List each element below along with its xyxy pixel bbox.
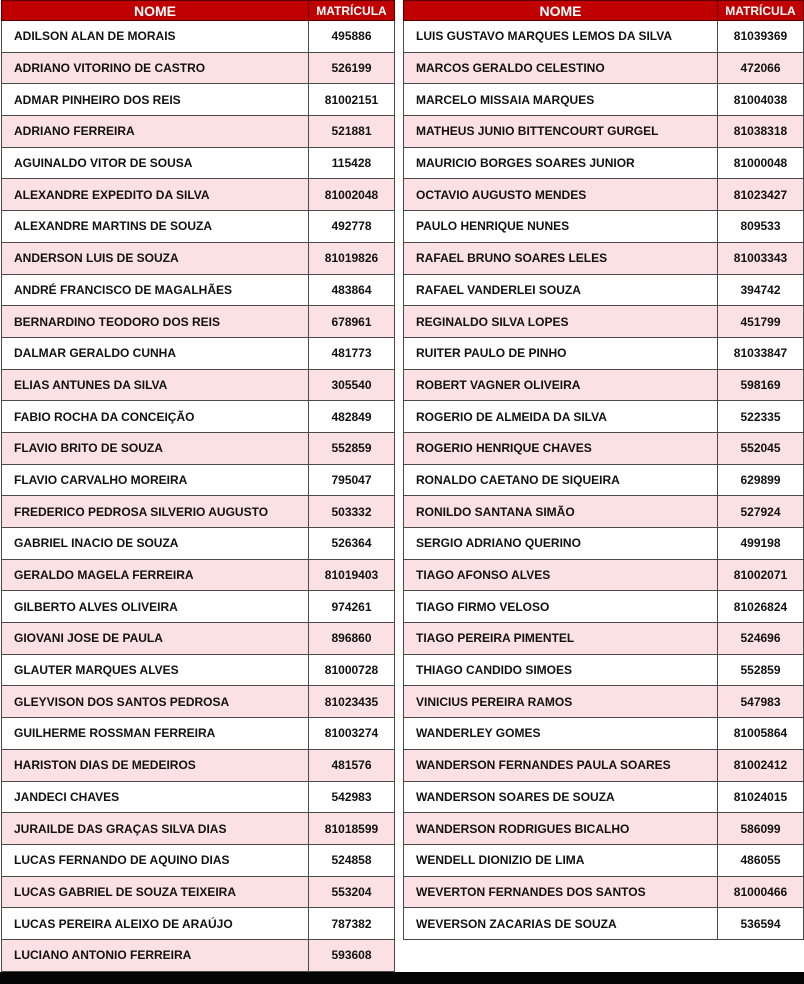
left-name-table xyxy=(1,0,395,972)
employee-name: HARISTON DIAS DE MEDEIROS xyxy=(2,749,309,781)
employee-matricula: 81018599 xyxy=(309,813,395,845)
employee-name: MARCOS GERALDO CELESTINO xyxy=(404,52,718,84)
employee-name: RONILDO SANTANA SIMÃO xyxy=(404,496,718,528)
table-row xyxy=(404,147,804,179)
table-row xyxy=(404,116,804,148)
employee-matricula: 472066 xyxy=(718,52,804,84)
employee-matricula: 552859 xyxy=(718,654,804,686)
employee-matricula: 586099 xyxy=(718,813,804,845)
right-table-body xyxy=(404,21,804,940)
employee-matricula: 115428 xyxy=(309,147,395,179)
right-header-matricula: MATRÍCULA xyxy=(718,1,804,21)
table-row xyxy=(404,337,804,369)
table-row xyxy=(2,528,395,560)
employee-matricula: 524696 xyxy=(718,623,804,655)
employee-matricula: 81004038 xyxy=(718,84,804,116)
employee-name: GUILHERME ROSSMAN FERREIRA xyxy=(2,718,309,750)
employee-matricula: 593608 xyxy=(309,939,395,971)
employee-matricula: 482849 xyxy=(309,401,395,433)
employee-name: ADRIANO VITORINO DE CASTRO xyxy=(2,52,309,84)
employee-name: ADRIANO FERREIRA xyxy=(2,116,309,148)
employee-matricula: 81019403 xyxy=(309,559,395,591)
table-row xyxy=(404,908,804,940)
employee-name: RAFAEL VANDERLEI SOUZA xyxy=(404,274,718,306)
employee-matricula: 81033847 xyxy=(718,337,804,369)
table-row xyxy=(404,432,804,464)
employee-matricula: 81039369 xyxy=(718,21,804,53)
employee-name: GERALDO MAGELA FERREIRA xyxy=(2,559,309,591)
employee-name: WANDERSON RODRIGUES BICALHO xyxy=(404,813,718,845)
employee-matricula: 81002071 xyxy=(718,559,804,591)
employee-matricula: 81005864 xyxy=(718,718,804,750)
employee-matricula: 481576 xyxy=(309,749,395,781)
employee-matricula: 81000466 xyxy=(718,876,804,908)
employee-name: PAULO HENRIQUE NUNES xyxy=(404,211,718,243)
right-header-row xyxy=(404,1,804,21)
bottom-black-bar xyxy=(0,972,804,984)
table-row xyxy=(404,242,804,274)
employee-matricula: 795047 xyxy=(309,464,395,496)
employee-matricula: 974261 xyxy=(309,591,395,623)
employee-name: DALMAR GERALDO CUNHA xyxy=(2,337,309,369)
employee-name: RONALDO CAETANO DE SIQUEIRA xyxy=(404,464,718,496)
employee-name: LUCAS GABRIEL DE SOUZA TEIXEIRA xyxy=(2,876,309,908)
employee-name: THIAGO CANDIDO SIMOES xyxy=(404,654,718,686)
table-row xyxy=(2,337,395,369)
employee-matricula: 81023427 xyxy=(718,179,804,211)
table-row xyxy=(404,623,804,655)
employee-name: ADMAR PINHEIRO DOS REIS xyxy=(2,84,309,116)
employee-name: RAFAEL BRUNO SOARES LELES xyxy=(404,242,718,274)
employee-matricula: 524858 xyxy=(309,844,395,876)
employee-name: GLEYVISON DOS SANTOS PEDROSA xyxy=(2,686,309,718)
employee-matricula: 527924 xyxy=(718,496,804,528)
employee-matricula: 629899 xyxy=(718,464,804,496)
left-header-row xyxy=(2,1,395,21)
table-row xyxy=(404,528,804,560)
employee-matricula: 81002412 xyxy=(718,749,804,781)
employee-matricula: 81024015 xyxy=(718,781,804,813)
table-row xyxy=(2,21,395,53)
table-row xyxy=(2,749,395,781)
table-row xyxy=(2,496,395,528)
table-row xyxy=(2,52,395,84)
employee-name: RUITER PAULO DE PINHO xyxy=(404,337,718,369)
table-row xyxy=(2,116,395,148)
table-row xyxy=(2,623,395,655)
employee-matricula: 526364 xyxy=(309,528,395,560)
employee-matricula: 481773 xyxy=(309,337,395,369)
employee-name: WENDELL DIONIZIO DE LIMA xyxy=(404,844,718,876)
table-row xyxy=(404,274,804,306)
employee-name: MATHEUS JUNIO BITTENCOURT GURGEL xyxy=(404,116,718,148)
table-row xyxy=(404,654,804,686)
employee-name: TIAGO FIRMO VELOSO xyxy=(404,591,718,623)
employee-matricula: 499198 xyxy=(718,528,804,560)
employee-name: FLAVIO CARVALHO MOREIRA xyxy=(2,464,309,496)
employee-name: JURAILDE DAS GRAÇAS SILVA DIAS xyxy=(2,813,309,845)
employee-matricula: 81003274 xyxy=(309,718,395,750)
table-row xyxy=(404,401,804,433)
employee-name: WEVERTON FERNANDES DOS SANTOS xyxy=(404,876,718,908)
employee-name: ALEXANDRE MARTINS DE SOUZA xyxy=(2,211,309,243)
table-row xyxy=(2,844,395,876)
table-row xyxy=(404,179,804,211)
employee-matricula: 81038318 xyxy=(718,116,804,148)
table-row xyxy=(2,686,395,718)
employee-name: MAURICIO BORGES SOARES JUNIOR xyxy=(404,147,718,179)
employee-matricula: 553204 xyxy=(309,876,395,908)
table-row xyxy=(404,591,804,623)
employee-matricula: 81002048 xyxy=(309,179,395,211)
table-row xyxy=(2,274,395,306)
employee-name: FLAVIO BRITO DE SOUZA xyxy=(2,432,309,464)
table-row xyxy=(2,781,395,813)
employee-name: LUCAS PEREIRA ALEIXO DE ARAÚJO xyxy=(2,908,309,940)
employee-matricula: 552045 xyxy=(718,432,804,464)
employee-matricula: 81026824 xyxy=(718,591,804,623)
employee-name: TIAGO PEREIRA PIMENTEL xyxy=(404,623,718,655)
employee-matricula: 81000728 xyxy=(309,654,395,686)
employee-name: ADILSON ALAN DE MORAIS xyxy=(2,21,309,53)
employee-matricula: 598169 xyxy=(718,369,804,401)
employee-name: ANDRÉ FRANCISCO DE MAGALHÃES xyxy=(2,274,309,306)
employee-name: WANDERLEY GOMES xyxy=(404,718,718,750)
table-row xyxy=(2,813,395,845)
employee-name: TIAGO AFONSO ALVES xyxy=(404,559,718,591)
table-row xyxy=(2,591,395,623)
table-row xyxy=(2,211,395,243)
table-row xyxy=(2,179,395,211)
employee-name: LUCIANO ANTONIO FERREIRA xyxy=(2,939,309,971)
table-row xyxy=(404,306,804,338)
table-row xyxy=(404,844,804,876)
employee-name: ROGERIO HENRIQUE CHAVES xyxy=(404,432,718,464)
employee-matricula: 526199 xyxy=(309,52,395,84)
table-row xyxy=(2,306,395,338)
table-row xyxy=(404,718,804,750)
table-row xyxy=(404,84,804,116)
employee-name: FABIO ROCHA DA CONCEIÇÃO xyxy=(2,401,309,433)
employee-name: GILBERTO ALVES OLIVEIRA xyxy=(2,591,309,623)
employee-matricula: 483864 xyxy=(309,274,395,306)
table-row xyxy=(404,749,804,781)
left-table-body xyxy=(2,21,395,972)
table-row xyxy=(404,781,804,813)
table-row xyxy=(2,369,395,401)
employee-matricula: 486055 xyxy=(718,844,804,876)
employee-name: REGINALDO SILVA LOPES xyxy=(404,306,718,338)
employee-name: JANDECI CHAVES xyxy=(2,781,309,813)
table-row xyxy=(404,813,804,845)
table-row xyxy=(2,242,395,274)
employee-name: OCTAVIO AUGUSTO MENDES xyxy=(404,179,718,211)
employee-name: LUIS GUSTAVO MARQUES LEMOS DA SILVA xyxy=(404,21,718,53)
employee-name: LUCAS FERNANDO DE AQUINO DIAS xyxy=(2,844,309,876)
table-row xyxy=(404,52,804,84)
employee-name: BERNARDINO TEODORO DOS REIS xyxy=(2,306,309,338)
table-row xyxy=(2,84,395,116)
employee-matricula: 503332 xyxy=(309,496,395,528)
employee-name: AGUINALDO VITOR DE SOUSA xyxy=(2,147,309,179)
employee-name: WEVERSON ZACARIAS DE SOUZA xyxy=(404,908,718,940)
employee-name: FREDERICO PEDROSA SILVERIO AUGUSTO xyxy=(2,496,309,528)
table-row xyxy=(2,147,395,179)
employee-matricula: 678961 xyxy=(309,306,395,338)
table-row xyxy=(2,401,395,433)
left-header-name: NOME xyxy=(2,1,309,21)
employee-matricula: 809533 xyxy=(718,211,804,243)
employee-matricula: 552859 xyxy=(309,432,395,464)
employee-name: GIOVANI JOSE DE PAULA xyxy=(2,623,309,655)
employee-matricula: 81023435 xyxy=(309,686,395,718)
employee-matricula: 542983 xyxy=(309,781,395,813)
employee-name: SERGIO ADRIANO QUERINO xyxy=(404,528,718,560)
employee-name: ALEXANDRE EXPEDITO DA SILVA xyxy=(2,179,309,211)
employee-name: WANDERSON SOARES DE SOUZA xyxy=(404,781,718,813)
table-row xyxy=(404,464,804,496)
employee-name: ANDERSON LUIS DE SOUZA xyxy=(2,242,309,274)
table-row xyxy=(404,876,804,908)
employee-name: GLAUTER MARQUES ALVES xyxy=(2,654,309,686)
table-row xyxy=(404,369,804,401)
table-row xyxy=(2,939,395,971)
employee-matricula: 81000048 xyxy=(718,147,804,179)
employee-name: VINICIUS PEREIRA RAMOS xyxy=(404,686,718,718)
table-row xyxy=(2,464,395,496)
employee-name: ROGERIO DE ALMEIDA DA SILVA xyxy=(404,401,718,433)
employee-matricula: 305540 xyxy=(309,369,395,401)
table-row xyxy=(404,686,804,718)
employee-name: WANDERSON FERNANDES PAULA SOARES xyxy=(404,749,718,781)
employee-matricula: 394742 xyxy=(718,274,804,306)
right-header-name: NOME xyxy=(404,1,718,21)
table-row xyxy=(2,718,395,750)
employee-matricula: 536594 xyxy=(718,908,804,940)
employee-name: MARCELO MISSAIA MARQUES xyxy=(404,84,718,116)
employee-matricula: 521881 xyxy=(309,116,395,148)
employee-matricula: 451799 xyxy=(718,306,804,338)
table-row xyxy=(404,496,804,528)
employee-name: GABRIEL INACIO DE SOUZA xyxy=(2,528,309,560)
table-row xyxy=(404,211,804,243)
table-row xyxy=(2,876,395,908)
employee-matricula: 896860 xyxy=(309,623,395,655)
employee-matricula: 495886 xyxy=(309,21,395,53)
right-name-table xyxy=(403,0,804,940)
table-row xyxy=(2,559,395,591)
table-row xyxy=(404,559,804,591)
employee-matricula: 522335 xyxy=(718,401,804,433)
employee-matricula: 787382 xyxy=(309,908,395,940)
employee-name: ELIAS ANTUNES DA SILVA xyxy=(2,369,309,401)
employee-matricula: 81003343 xyxy=(718,242,804,274)
left-header-matricula: MATRÍCULA xyxy=(309,1,395,21)
table-row xyxy=(2,432,395,464)
table-row xyxy=(2,908,395,940)
employee-matricula: 81019826 xyxy=(309,242,395,274)
employee-matricula: 492778 xyxy=(309,211,395,243)
employee-matricula: 547983 xyxy=(718,686,804,718)
employee-name: ROBERT VAGNER OLIVEIRA xyxy=(404,369,718,401)
table-row xyxy=(2,654,395,686)
employee-matricula: 81002151 xyxy=(309,84,395,116)
table-row xyxy=(404,21,804,53)
